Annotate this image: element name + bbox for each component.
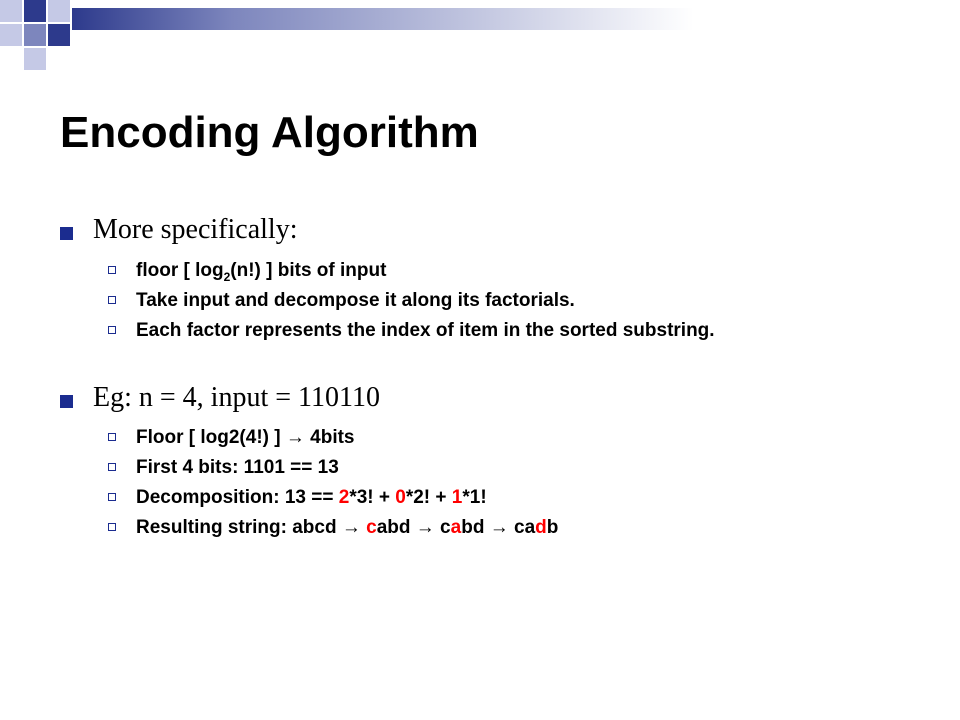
- bullet-text: More specifically:: [93, 214, 298, 245]
- corner-square-2: [24, 0, 46, 22]
- sub-bullet-text: Decomposition: 13 == 2*3! + 0*2! + 1*1!: [136, 487, 487, 508]
- corner-square-7: [24, 48, 46, 70]
- hollow-square-bullet-icon: [108, 326, 116, 334]
- sub-bullet-text: Take input and decompose it along its factorials.: [136, 290, 575, 311]
- corner-square-1: [0, 0, 22, 22]
- sub-bullet-text: Floor [ log2(4!) ] → 4bits: [136, 427, 355, 448]
- hollow-square-bullet-icon: [108, 493, 116, 501]
- header-gradient-bar: [72, 8, 960, 30]
- square-bullet-icon: [60, 227, 73, 240]
- right-arrow-icon: →: [341, 517, 361, 538]
- right-arrow-icon: →: [489, 517, 509, 538]
- hollow-square-bullet-icon: [108, 433, 116, 441]
- hollow-square-bullet-icon: [108, 523, 116, 531]
- hollow-square-bullet-icon: [108, 266, 116, 274]
- sub-bullet-text: First 4 bits: 1101 == 13: [136, 457, 339, 478]
- right-arrow-icon: →: [415, 517, 435, 538]
- bullet-text: Eg: n = 4, input = 110110: [93, 382, 380, 413]
- corner-square-4: [0, 24, 22, 46]
- slide-title: Encoding Algorithm: [60, 108, 479, 157]
- right-arrow-icon: →: [285, 427, 305, 448]
- sub-bullet-text: floor [ $\log_2(n!)$ ] bits of input: [136, 260, 387, 284]
- corner-square-3: [48, 0, 70, 22]
- sub-bullet-text: Resulting string: abcd → cabd → cabd → cadb: [136, 517, 559, 538]
- hollow-square-bullet-icon: [108, 463, 116, 471]
- corner-square-5: [24, 24, 46, 46]
- sub-bullet-text: Each factor represents the index of item in the sorted substring.: [136, 320, 715, 341]
- hollow-square-bullet-icon: [108, 296, 116, 304]
- square-bullet-icon: [60, 395, 73, 408]
- corner-square-6: [48, 24, 70, 46]
